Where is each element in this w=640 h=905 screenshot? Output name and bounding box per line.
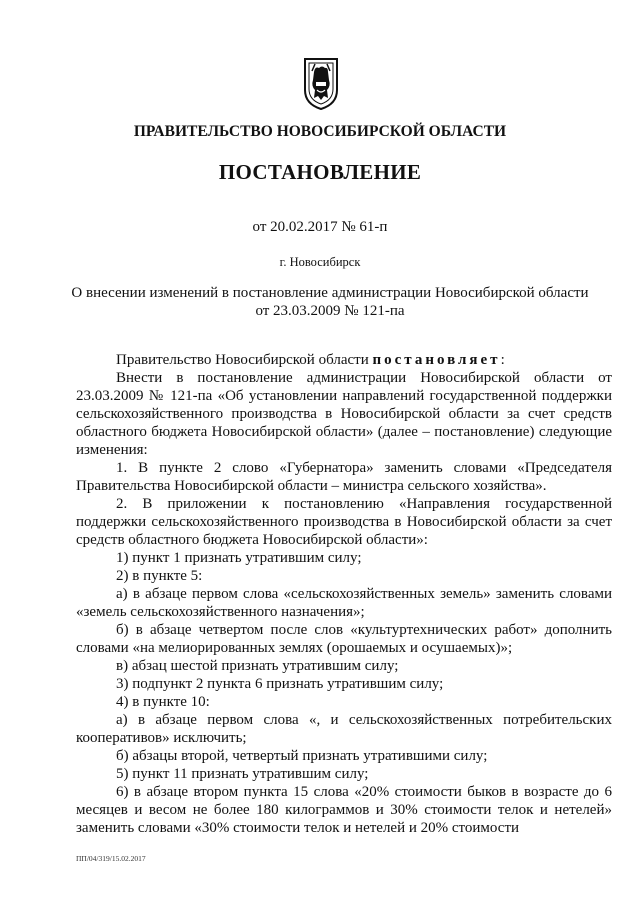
- document-type: ПОСТАНОВЛЕНИЕ: [218, 160, 422, 184]
- subject-line-2: от 23.03.2009 № 121-па: [255, 303, 405, 319]
- body-paragraph: 5) пункт 11 признать утратившим силу;: [116, 766, 369, 782]
- body-paragraph: а) в абзаце первом слова «сельскохозяйственных земель» заменить словами «земель сельскохозяйственного назначения»;: [76, 586, 612, 620]
- document-subject: [60, 284, 600, 320]
- body-paragraph: 1) пункт 1 признать утратившим силу;: [116, 550, 362, 566]
- body-paragraph: 2) в пункте 5:: [116, 568, 203, 584]
- intro-colon: :: [500, 352, 505, 368]
- body-paragraph: б) абзацы второй, четвертый признать утратившими силу;: [116, 748, 488, 764]
- body-paragraph: 1. В пункте 2 слово «Губернатора» заменить словами «Председателя Правительства Новосибирской области – министра сельского хозяйства».: [76, 460, 612, 494]
- document-body: [76, 351, 612, 837]
- intro-paragraph: [76, 351, 612, 369]
- intro-verb: постановляет: [372, 352, 501, 368]
- body-paragraph: в) абзац шестой признать утратившим силу;: [116, 658, 399, 674]
- body-paragraph: 3) подпункт 2 пункта 6 признать утратившим силу;: [116, 676, 444, 692]
- city: г. Новосибирск: [279, 255, 361, 269]
- organization-name: ПРАВИТЕЛЬСТВО НОВОСИБИРСКОЙ ОБЛАСТИ: [133, 123, 507, 140]
- body-paragraph: б) в абзаце четвертом после слов «культуртехнических работ» дополнить словами «на мелиорированных землях (орошаемых и осушаемых)»;: [76, 622, 612, 656]
- coat-of-arms-emblem: [301, 56, 341, 112]
- intro-lead: Правительство Новосибирской области: [116, 352, 373, 368]
- document-footer-code: ПП/04/319/15.02.2017: [76, 854, 146, 863]
- body-paragraph: а) в абзаце первом слова «, и сельскохозяйственных потребительских кооперативов» исключить;: [76, 712, 612, 746]
- body-paragraph: 4) в пункте 10:: [116, 694, 210, 710]
- body-paragraph: Внести в постановление администрации Новосибирской области от 23.03.2009 № 121-па «Об установлении направлений государственной поддержки сельскохозяйственного производства в Новосибирской области за счет средств областного бюджета Новосибирской области» (далее – постановление) следующие изменения:: [76, 370, 612, 458]
- body-paragraph: 2. В приложении к постановлению «Направления государственной поддержки сельскохозяйственного производства в Новосибирской области за счет средств областного бюджета Новосибирской области»:: [76, 496, 612, 548]
- subject-line-1: О внесении изменений в постановление администрации Новосибирской области: [71, 285, 589, 301]
- body-paragraph: 6) в абзаце втором пункта 15 слова «20% стоимости быков в возрасте до 6 месяцев и весом не более 180 килограммов и 30% стоимости телок и нетелей» заменить словами «30% стоимости телок и нетелей и 20% стоимости: [76, 784, 612, 836]
- document-date-number: от 20.02.2017 № 61-п: [252, 219, 388, 235]
